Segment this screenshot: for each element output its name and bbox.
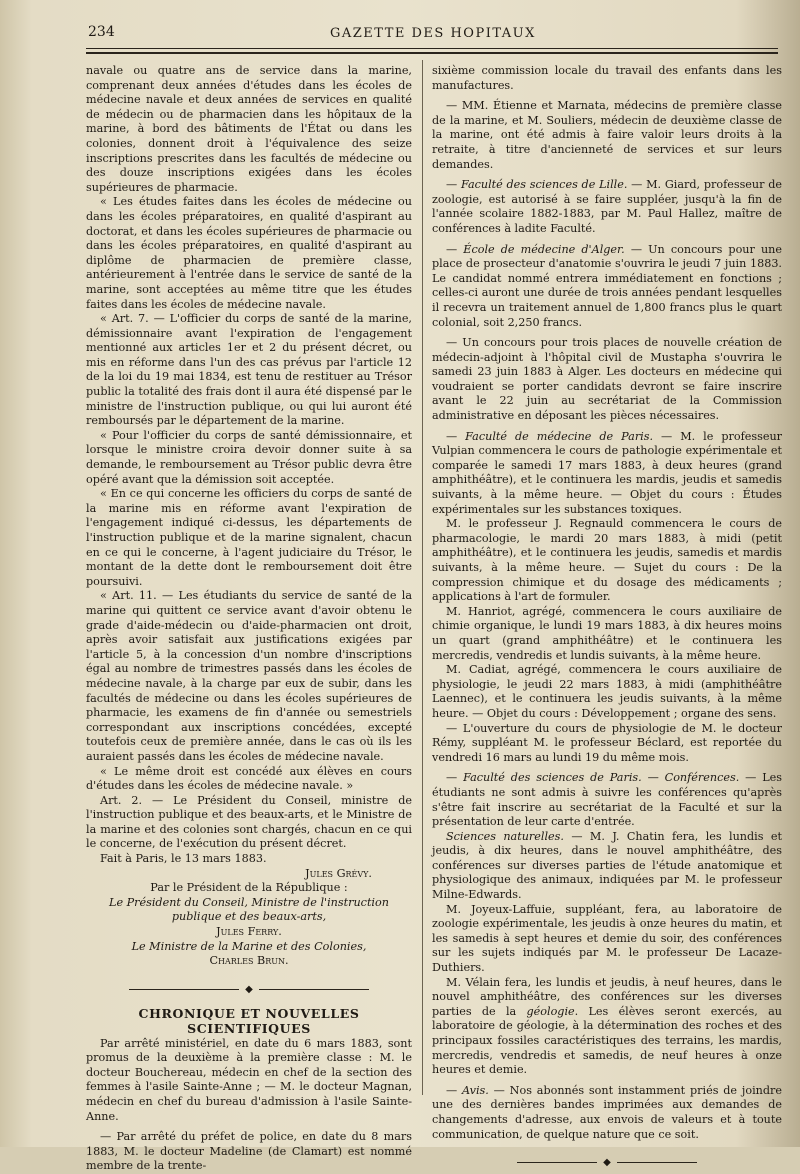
- paragraph: Art. 2. — Le Président du Conseil, ministre de l'instruction publique et des beaux-arts, et le Ministre de la marine et des colonies sont chargés, chacun en ce qui le concerne, de l'exécution du présent décret.: [86, 793, 412, 851]
- right-column: [432, 64, 782, 1171]
- paragraph: — Faculté des sciences de Paris. — Conférences. — Les étudiants ne sont admis à suivre les conférences qu'après s'être fait inscrire au secrétariat de la Faculté et sur la présentation de leur carte d'entrée.: [432, 771, 783, 829]
- paragraph: « En ce qui concerne les officiers du corps de santé de la marine mis en réforme avant l'expiration de l'engagement indiqué ci-dessus, les départements de l'instruction publique et de la marine signalent, chacun en ce qui le concerne, à l'agent judiciaire du Trésor, le montant de la dette dont le remboursement doit être poursuivi.: [86, 487, 412, 588]
- section-ornament: ◆: [86, 983, 412, 998]
- paragraph: — Faculté des sciences de Lille. — M. Giard, professeur de zoologie, est autorisé à se faire suppléer, jusqu'à la fin de l'année scolaire 1882-1883, par M. Paul Hallez, maître de conférences à ladite Faculté.: [432, 178, 783, 235]
- paragraph: — École de médecine d'Alger. — Un concours pour une place de prosecteur d'anatomie s'ouvrira le jeudi 7 juin 1883. Le candidat nommé entrera immédiatement en fonctions ; celles-ci auront une durée de trois années pendant lesquelles il recevra un traitement annuel de 1,800 francs plus le quart colonial, soit 2,250 francs.: [432, 242, 782, 329]
- item-body: — Les étudiants ne sont admis à suivre les conférences qu'après s'être fait inscrire au secrétariat de la Faculté et sur la présentation de leur carte d'entrée.: [432, 771, 783, 829]
- item-body: . Les élèves seront exercés, au laboratoire de géologie, à la détermination des roches et des principaux fossiles caractéristiques des terrains, les mardis, mercredis, vendredis et samedis, de neuf heures à onze heures et demie.: [432, 1004, 782, 1077]
- item-body: — Un concours pour une place de prosecteur d'anatomie s'ouvrira le jeudi 7 juin 1883. Le candidat nommé entrera immédiatement en fonctions ; celles-ci auront une durée de trois années pendant lesquelles il recevra un traitement annuel de 1,800 francs plus le quart colonial, soit 2,250 francs.: [432, 242, 782, 329]
- item-body: — M. le professeur Vulpian commencera le cours de pathologie expérimentale et comparée le samedi 17 mars 1883, à deux heures (grand amphithéâtre), et le continuera les mardis, jeudis et samedis suivants, à la même heure. — Objet du cours : Études expérimentales sur les substances toxiques.: [432, 429, 783, 516]
- page-number: 234: [88, 24, 115, 40]
- section-heading: CHRONIQUE ET NOUVELLES SCIENTIFIQUES: [138, 1006, 360, 1036]
- item-body: M. Vélain fera, les lundis et jeudis, à neuf heures, dans le nouvel amphithéâtre, des conférences sur les diverses parties de la: [432, 975, 782, 1018]
- item-body: — M. Giard, professeur de zoologie, est autorisé à se faire suppléer, jusqu'à la fin de l'année scolaire 1882-1883, par M. Paul Hallez, maître de conférences à ladite Faculté.: [432, 178, 783, 235]
- item-title: Faculté de médecine de Paris.: [465, 429, 654, 443]
- signature-title: publique et des beaux-arts,: [171, 910, 327, 924]
- item-title: Avis.: [462, 1083, 489, 1097]
- left-column: [86, 64, 412, 1174]
- item-title: École de médecine d'Alger.: [463, 242, 625, 256]
- item-body: — Nos abonnés sont instamment priés de joindre une des dernières bandes imprimées aux demandes de changements d'adresse, aux envois de valeurs et à toute communication, de quelque nature que ce soit.: [432, 1083, 782, 1141]
- paragraph: M. Cadiat, agrégé, commencera le cours auxiliaire de physiologie, le jeudi 22 mars 1883, à midi (amphithéâtre Laennec), et le continuera les jeudis suivants, à la même heure. — Objet du cours : Développement ; organe des sens.: [432, 663, 782, 720]
- header-rule: [86, 48, 778, 49]
- signature-council: Jules Ferry.: [216, 925, 282, 939]
- paragraph: « Les études faites dans les écoles de médecine ou dans les écoles préparatoires, en qualité d'aspirant au doctorat, et dans les écoles supérieures de pharmacie ou dans les écoles préparatoires, en qualité d'aspirant au diplôme de pharmacien de première classe, antérieurement à l'entrée dans le service de santé de la marine, sont acceptées au même titre que les études faites dans les écoles de médecine navale.: [86, 195, 412, 311]
- paragraph: M. Hanriot, agrégé, commencera le cours auxiliaire de chimie organique, le lundi 19 mars 1883, à dix heures moins un quart (grand amphithéâtre) et le continuera les mercredis, vendredis et lundis suivants, à la même heure.: [432, 604, 782, 662]
- paragraph: « Pour l'officier du corps de santé démissionnaire, et lorsque le ministre croira devoir donner suite à sa demande, le remboursement au Trésor public devra être opéré avant que la démission soit acceptée.: [86, 428, 412, 486]
- item-title: Faculté des sciences de Paris. — Conférences.: [463, 771, 740, 785]
- end-ornament: ◆: [432, 1156, 782, 1171]
- paragraph: [432, 830, 782, 903]
- paragraph: M. Joyeux-Laffuie, suppléant, fera, au laboratoire de zoologie expérimentale, les jeudis à onze heures du matin, et les samedis à sept heures et demie du soir, des conférences sur les sujets indiqués par M. le professeur De Lacaze-Duthiers.: [432, 902, 782, 975]
- paragraph: Par arrêté ministériel, en date du 6 mars 1883, sont promus de la deuxième à la première classe : M. le docteur Bouchereau, médecin en chef de la section des femmes à l'asile Sainte-Anne ; — M. le docteur Magnan, médecin en chef du bureau d'admission à l'asile Sainte-Anne.: [86, 1036, 412, 1123]
- paragraph: « Art. 7. — L'officier du corps de santé de la marine, démissionnaire avant l'expiration de l'engagement mentionné aux articles 1er et 2 du présent décret, ou mis en réforme dans l'un des cas prévus par l'article 12 de la loi du 19 mai 1834, est tenu de restituer au Trésor public la totalité des frais dont il aura été dispensé par le ministre de l'instruction publique, ou qui lui auront été remboursés par le département de la marine.: [86, 312, 412, 428]
- paragraph: « Le même droit est concédé aux élèves en cours d'études dans les écoles de médecine navale. »: [86, 764, 412, 793]
- item-emphasis: géologie: [526, 1004, 575, 1018]
- header-rule-thick: [86, 52, 778, 54]
- item-title: Sciences naturelles.: [446, 829, 564, 843]
- paragraph: « Art. 11. — Les étudiants du service de santé de la marine qui quittent ce service avant d'avoir obtenu le grade d'aide-médecin ou d'aide-pharmacien ont droit, après avoir satisfait aux justifications exigées par l'article 5, à la concession d'un nombre d'inscriptions égal au nombre de trimestres passés dans les écoles de médecine navale, à la charge par eux de subir, dans les facultés de médecine ou dans les écoles supérieures de pharmacie, les examens de fin d'année ou semestriels correspondant aux inscriptions concédées, excepté toutefois ceux de première année, dans le cas où ils les auraient passés dans les écoles de médecine navale.: [86, 589, 412, 763]
- paragraph: navale ou quatre ans de service dans la marine, comprenant deux années d'études dans les écoles de médecine navale et deux années de services en qualité de médecin ou de pharmacien dans les hôpitaux de la marine, à bord des bâtiments de l'État ou dans les colonies, donnent droit à l'équivalence des seize inscriptions prescrites dans les facultés de médecine ou des douze inscriptions exigées dans les écoles supérieures de pharmacie.: [86, 64, 412, 194]
- paragraph: sixième commission locale du travail des enfants dans les manufactures.: [432, 64, 782, 92]
- signature-title: Le Ministre de la Marine et des Colonies,: [131, 939, 367, 953]
- running-title: GAZETTE DES HOPITAUX: [330, 26, 536, 41]
- paragraph: — Faculté de médecine de Paris. — M. le professeur Vulpian commencera le cours de pathologie expérimentale et comparée le samedi 17 mars 1883, à deux heures (grand amphithéâtre), et le continuera les mardis, jeudis et samedis suivants, à la même heure. — Objet du cours : Études expérimentales sur les substances toxiques.: [432, 429, 783, 516]
- signature-title: Le Président du Conseil, Ministre de l'instruction: [109, 895, 389, 909]
- column-divider: [422, 60, 423, 1095]
- signature-president: Jules Grévy.: [305, 866, 372, 880]
- paragraph: — MM. Étienne et Marnata, médecins de première classe de la marine, et M. Souliers, médecin de deuxième classe de la marine, ont été admis à faire valoir leurs droits à la retraite, à titre d'ancienneté de services et sur leurs demandes.: [432, 99, 782, 171]
- signature-marine: Charles Brun.: [209, 954, 289, 968]
- item-body: — M. J. Chatin fera, les lundis et jeudis, à dix heures, dans le nouvel amphithéâtre, des conférences sur diverses parties de l'étude anatomique et physiologique des animaux, indiquées par M. le professeur Milne-Edwards.: [432, 829, 782, 902]
- item-title: Faculté des sciences de Lille.: [460, 178, 628, 192]
- paragraph: [432, 976, 782, 1078]
- paragraph: — Avis. — Nos abonnés sont instamment priés de joindre une des dernières bandes imprimées aux demandes de changements d'adresse, aux envois de valeurs et à toute communication, de quelque nature que ce soit.: [432, 1083, 782, 1141]
- paragraph: — Par arrêté du préfet de police, en date du 8 mars 1883, M. le docteur Madeline (de Clamart) est nommé membre de la trente-: [86, 1130, 412, 1173]
- paragraph: — L'ouverture du cours de physiologie de M. le docteur Rémy, suppléant M. le professeur Béclard, est reportée du vendredi 16 mars au lundi 19 du même mois.: [432, 721, 782, 764]
- decree-date: Fait à Paris, le 13 mars 1883.: [100, 852, 267, 866]
- signature-preamble: Par le Président de la République :: [150, 881, 348, 895]
- paragraph: — Un concours pour trois places de nouvelle création de médecin-adjoint à l'hôpital civil de Mustapha s'ouvrira le samedi 23 juin 1883 à Alger. Les docteurs en médecine qui voudraient se porter candidats devront se faire inscrire avant le 22 juin au secrétariat de la Commission administrative en déposant les pièces nécessaires.: [432, 336, 782, 423]
- paragraph: M. le professeur J. Regnauld commencera le cours de pharmacologie, le mardi 20 mars 1883, à midi (petit amphithéâtre), et le continuera les jeudis, samedis et mardis suivants, à la même heure. — Sujet du cours : De la compression chimique et du dosage des médicaments ; applications à l'art de formuler.: [432, 517, 782, 604]
